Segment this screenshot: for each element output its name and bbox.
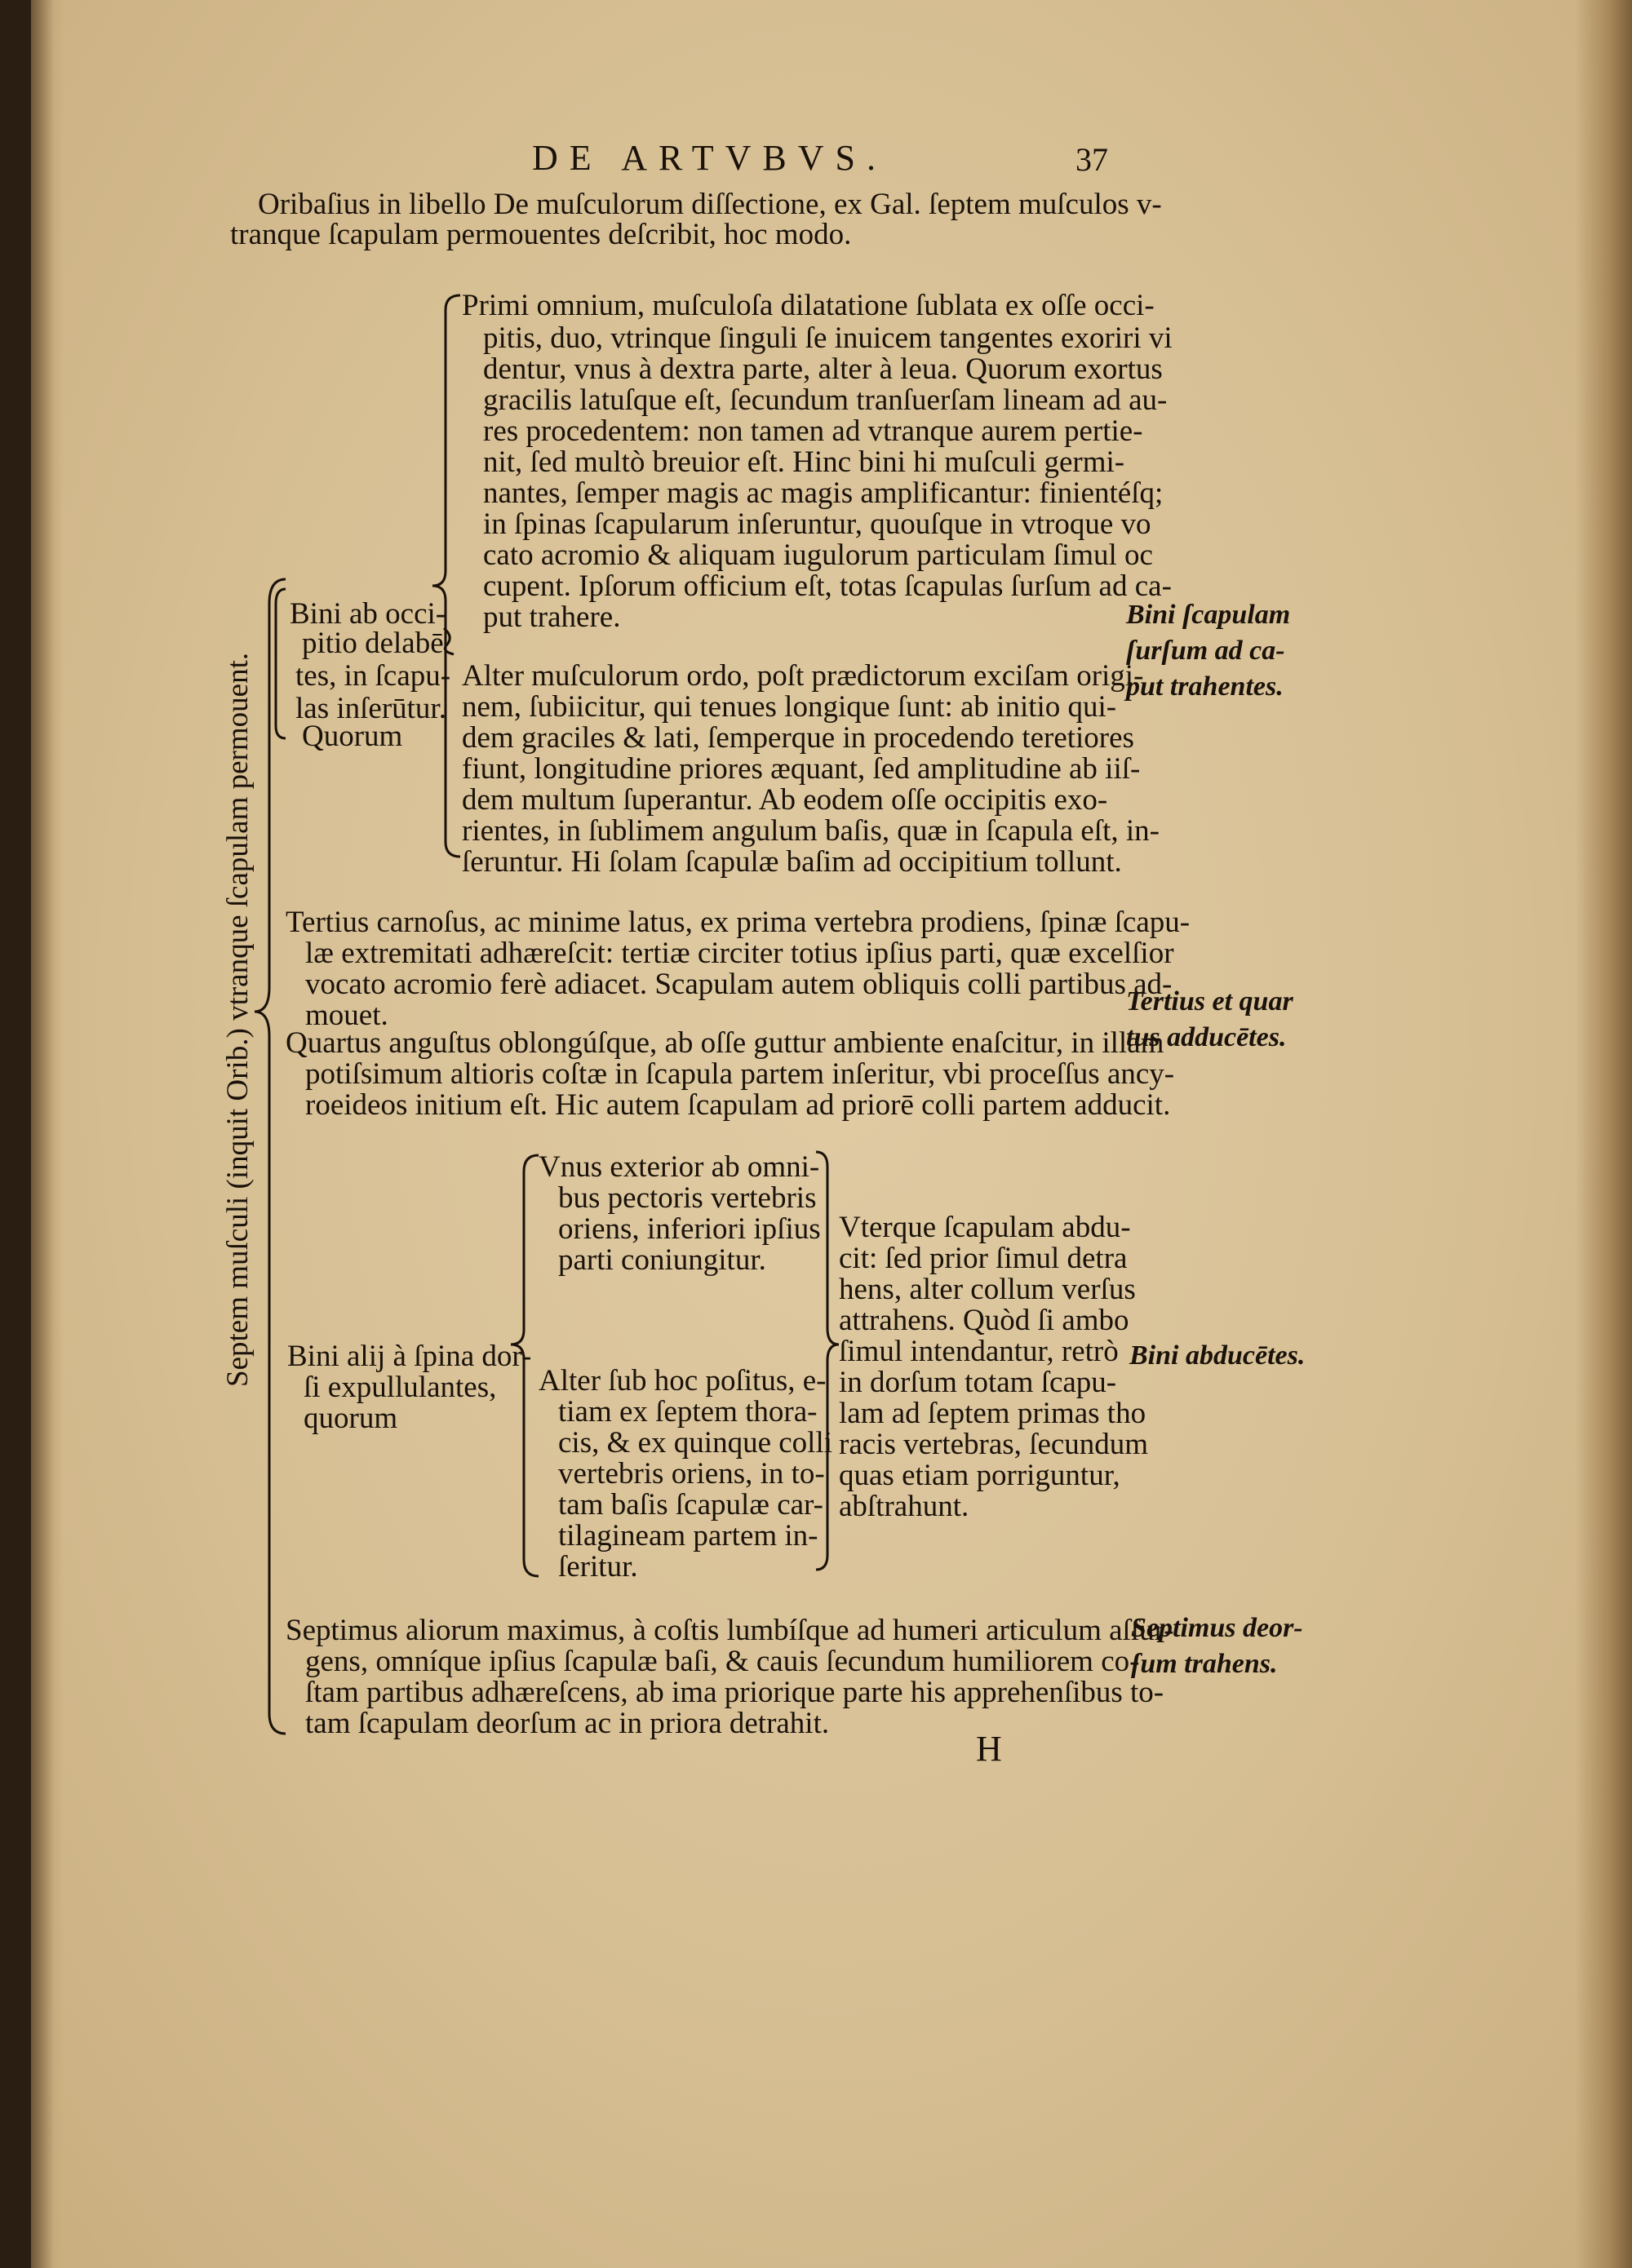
vterque-line-5: ſimul intendantur, retrò [839, 1335, 1119, 1368]
primus-line-3: dentur, vnus à dextra parte, alter à leua. Quorum exortus [483, 352, 1163, 386]
primus-line-2: pitis, duo, vtrinque ſinguli ſe inuicem tangentes exoriri vi [483, 321, 1173, 355]
running-header: DE ARTVBVS. [532, 138, 887, 178]
vterque-line-9: quas etiam porriguntur, [839, 1459, 1120, 1492]
vterque-line-10: abſtrahunt. [839, 1490, 969, 1523]
primus-line-6: nit, ſed multò breuior eſt. Hinc bini hi muſculi germi- [483, 445, 1125, 479]
quartus-line-2: potiſsimum altioris coſtæ in ſcapula partem inſeritur, vbi proceſſus ancy- [305, 1057, 1175, 1091]
alter2-line-2: tiam ex ſeptem thora- [558, 1395, 818, 1429]
alter1-line-1: Alter muſculorum ordo, poſt prædictorum exciſam origi- [462, 659, 1144, 693]
margin-note-1-line-1: Bini ſcapulam [1126, 600, 1291, 630]
primus-line-1: Primi omnium, muſculoſa dilatatione ſublata ex oſſe occi- [462, 289, 1155, 322]
main-brace [255, 579, 286, 1734]
tertius-line-4: mouet. [305, 999, 388, 1032]
alter2-line-6: tilagineam partem in- [558, 1519, 818, 1553]
signature-mark: H [976, 1729, 1002, 1769]
tertius-line-2: læ extremitati adhæreſcit: tertiæ circiter totius ipſius parti, quæ excelſior [305, 937, 1174, 970]
group2-label-2: ſi expullulantes, [304, 1371, 497, 1404]
group2-label-1: Bini alij à ſpina dor- [287, 1340, 532, 1373]
margin-note-3-line-1: Bini abducētes. [1129, 1340, 1306, 1371]
alter1-line-6: rientes, in ſublimem angulum baſis, quæ in ſcapula eſt, in- [462, 814, 1160, 848]
group1-label-2: pitio delabē [302, 627, 444, 660]
vertical-label: Septem muſculi (inquit Orib.) vtranque ſcapulam permouent. [221, 652, 255, 1387]
primus-line-8: in ſpinas ſcapularum inſeruntur, quouſque in vtroque vo [483, 507, 1151, 541]
vterque-line-1: Vterque ſcapulam abdu- [839, 1211, 1131, 1244]
alter2-line-7: ſeritur. [558, 1550, 638, 1584]
primus-line-7: nantes, ſemper magis ac magis amplificantur: finientéſq; [483, 476, 1164, 510]
group1-label-4: las inſerūtur. [295, 692, 446, 725]
margin-note-1-line-2: ſurſum ad ca- [1126, 636, 1285, 666]
group1-label-3: tes, in ſcapu- [295, 659, 451, 693]
septimus-line-2: gens, omníque ipſius ſcapulæ baſi, & cauis ſecundum humiliorem co- [305, 1645, 1140, 1678]
margin-note-2-line-2: tus adducētes. [1126, 1022, 1287, 1052]
alter1-line-4: fiunt, longitudine priores æquant, ſed amplitudine ab iiſ- [462, 752, 1141, 786]
alter2-line-3: cis, & ex quinque colli [558, 1426, 833, 1460]
alter1-line-7: ſeruntur. Hi ſolam ſcapulæ baſim ad occipitium tollunt. [462, 845, 1122, 879]
page-number: 37 [1075, 141, 1108, 178]
primus-line-4: gracilis latuſque eſt, ſecundum tranſuerſam lineam ad au- [483, 383, 1168, 417]
group1-label-brace [276, 589, 286, 738]
margin-note-4-line-2: ſum trahens. [1131, 1649, 1278, 1679]
primus-line-10: cupent. Ipſorum officium eſt, totas ſcapulas ſurſum ad ca- [483, 569, 1172, 603]
primus-line-11: put trahere. [483, 600, 621, 634]
alter2-line-4: vertebris oriens, in to- [558, 1457, 825, 1491]
quartus-line-3: roeideos initium eſt. Hic autem ſcapulam ad priorē colli partem adducit. [305, 1088, 1171, 1122]
margin-note-4-line-1: Septimus deor- [1131, 1613, 1303, 1643]
septimus-line-4: tam ſcapulam deorſum ac in priora detrahit. [305, 1707, 830, 1740]
alter1-line-2: nem, ſubiicitur, qui tenues longique ſunt: ab initio qui- [462, 690, 1117, 724]
tertius-line-3: vocato acromio ferè adiacet. Scapulam autem obliquis colli partibus ad- [305, 968, 1173, 1001]
intro-line-2: tranque ſcapulam permouentes deſcribit, hoc modo. [230, 218, 852, 251]
quartus-line-1: Quartus anguſtus oblongúſque, ab oſſe guttur ambiente enaſcitur, in illam [286, 1026, 1164, 1060]
vterque-line-8: racis vertebras, ſecundum [839, 1428, 1149, 1461]
vterque-line-3: hens, alter collum verſus [839, 1273, 1136, 1306]
group1-text-brace [432, 295, 460, 857]
vterque-line-2: cit: ſed prior ſimul detra [839, 1242, 1128, 1275]
primus-line-5: res procedentem: non tamen ad vtranque aurem pertie- [483, 414, 1143, 448]
vterque-line-7: lam ad ſeptem primas tho [839, 1397, 1146, 1430]
alter1-line-3: dem graciles & lati, ſemperque in procedendo teretiores [462, 721, 1134, 755]
vterque-line-4: attrahens. Quòd ſi ambo [839, 1304, 1129, 1337]
margin-note-2-line-1: Tertius et quar [1126, 986, 1293, 1017]
septimus-line-1: Septimus aliorum maximus, à coſtis lumbíſque ad humeri articulum aſſur- [286, 1614, 1174, 1647]
vnus-line-4: parti coniungitur. [558, 1243, 766, 1277]
group1-label-5: Quorum [302, 720, 403, 753]
intro-line-1: Oribaſius in libello De muſculorum diſſectione, ex Gal. ſeptem muſculos v- [258, 188, 1162, 221]
group1-label-1: Bini ab occi- [290, 597, 446, 631]
vnus-line-1: Vnus exterior ab omni- [539, 1150, 820, 1184]
group2-label-3: quorum [304, 1402, 398, 1435]
group2-right-brace [816, 1152, 839, 1570]
vterque-line-6: in dorſum totam ſcapu- [839, 1366, 1117, 1399]
alter2-line-1: Alter ſub hoc poſitus, e- [539, 1364, 827, 1398]
group2-text-brace [511, 1155, 539, 1576]
vnus-line-2: bus pectoris vertebris [558, 1181, 817, 1215]
tertius-line-1: Tertius carnoſus, ac minime latus, ex prima vertebra prodiens, ſpinæ ſcapu- [286, 906, 1191, 939]
alter1-line-5: dem multum ſuperantur. Ab eodem oſſe occipitis exo- [462, 783, 1108, 817]
margin-note-1-line-3: put trahentes. [1126, 671, 1284, 702]
septimus-line-3: ſtam partibus adhæreſcens, ab ima priorique parte his apprehenſibus to- [305, 1676, 1164, 1709]
primus-line-9: cato acromio & aliquam iugulorum particulam ſimul oc [483, 538, 1153, 572]
vnus-line-3: oriens, inferiori ipſius [558, 1212, 821, 1246]
alter2-line-5: tam baſis ſcapulæ car- [558, 1488, 823, 1522]
